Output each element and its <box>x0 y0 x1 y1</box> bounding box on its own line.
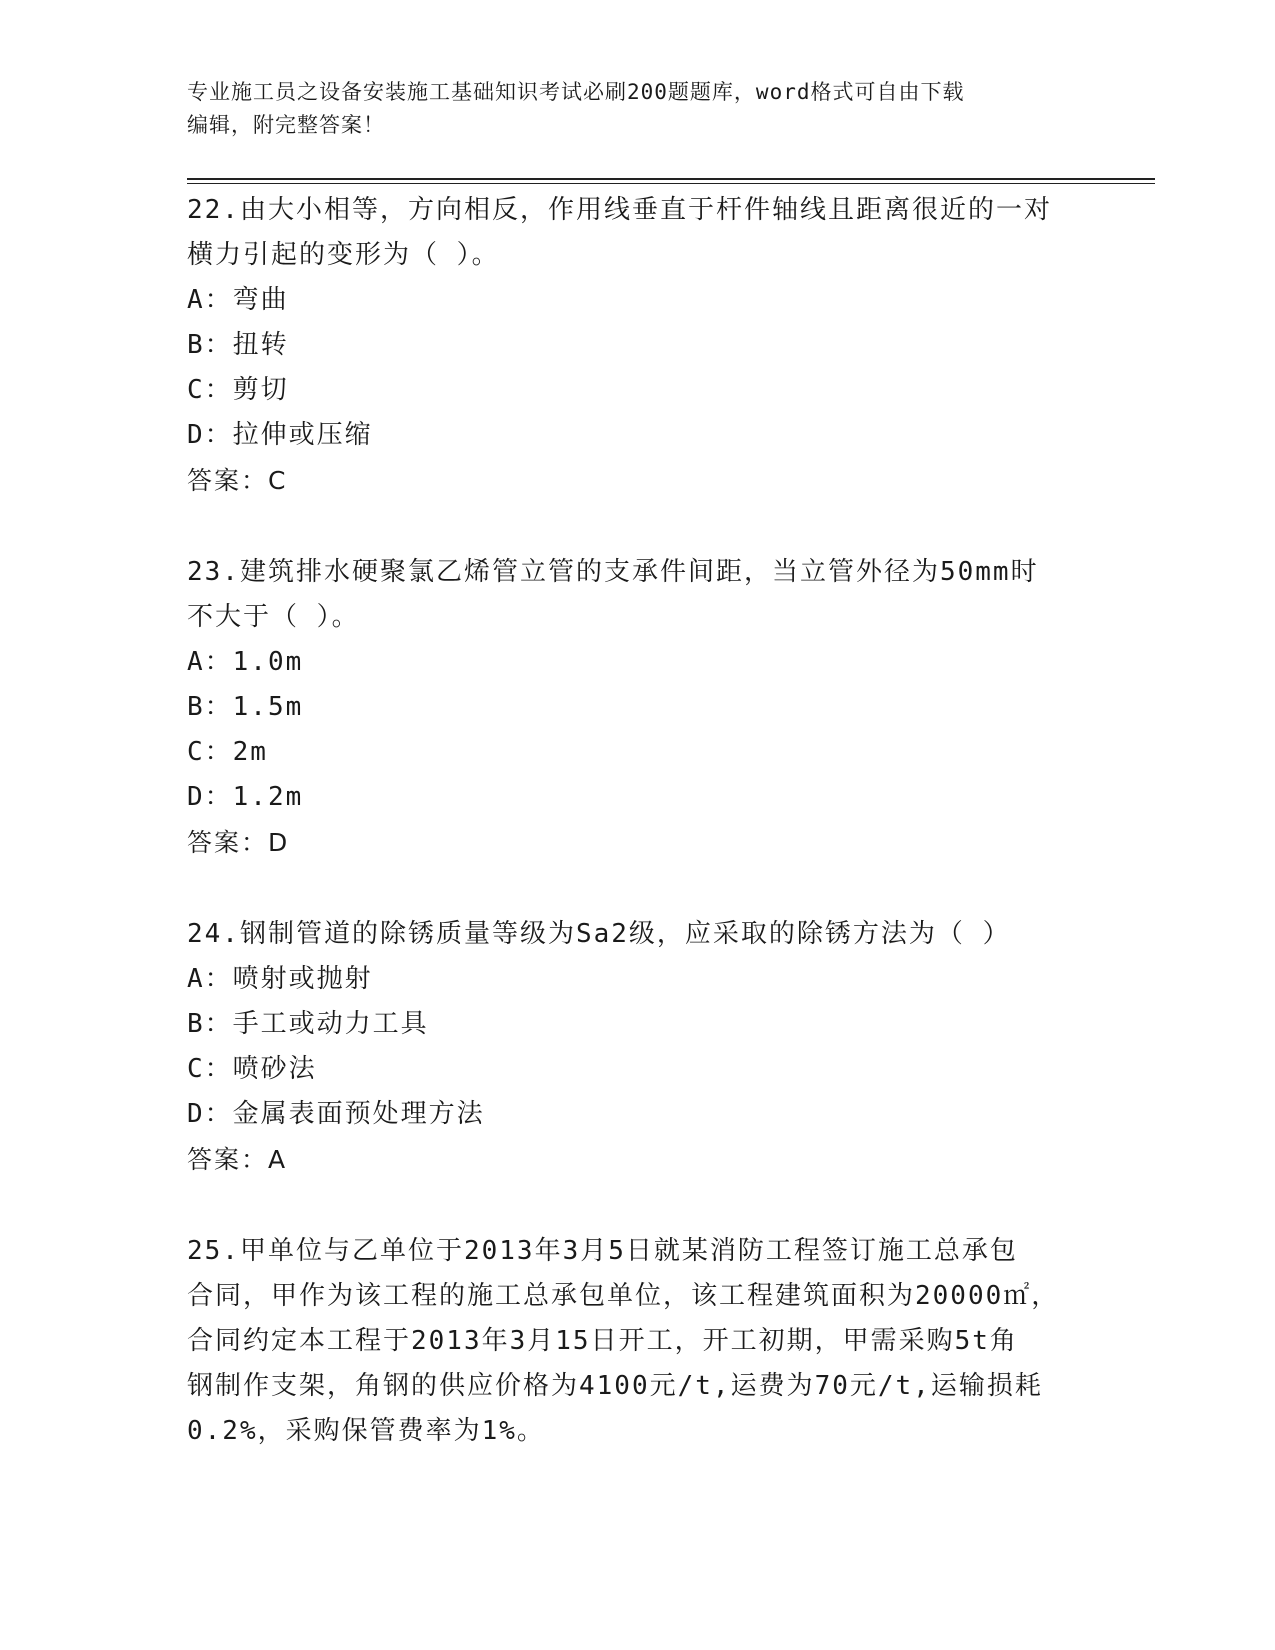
option-a: A：弯曲 <box>187 285 289 315</box>
question-text: 25.甲单位与乙单位于2013年3月5日就某消防工程签订施工总承包 <box>187 1236 1018 1266</box>
header-line: 编辑，附完整答案！ <box>187 113 385 137</box>
header-divider-thin <box>187 183 1155 184</box>
option-c: C：喷砂法 <box>187 1054 317 1084</box>
question-text: 合同约定本工程于2013年3月15日开工，开工初期，甲需采购5t角 <box>187 1326 1018 1356</box>
option-b: B：手工或动力工具 <box>187 1009 429 1039</box>
question-spacer <box>187 503 1137 550</box>
header-divider <box>187 178 1155 180</box>
question-list <box>187 188 1137 1454</box>
option-c: C：2m <box>187 737 268 767</box>
option-d: D：1.2m <box>187 782 304 812</box>
question-text: 22.由大小相等，方向相反，作用线垂直于杆件轴线且距离很近的一对 <box>187 195 1052 225</box>
question-text: 24.钢制管道的除锈质量等级为Sa2级，应采取的除锈方法为（ ） <box>187 919 1011 949</box>
answer-line: 答案：A <box>187 1145 288 1174</box>
question-text: 0.2%，采购保管费率为1%。 <box>187 1416 545 1446</box>
question-22 <box>187 188 1137 503</box>
answer-line: 答案：D <box>187 828 290 857</box>
option-b: B：扭转 <box>187 330 289 360</box>
question-text: 合同，甲作为该工程的施工总承包单位，该工程建筑面积为20000㎡， <box>187 1281 1060 1311</box>
answer-line: 答案：C <box>187 466 288 495</box>
header-line: 专业施工员之设备安装施工基础知识考试必刷200题题库，word格式可自由下载 <box>187 80 965 104</box>
question-spacer <box>187 865 1137 912</box>
option-a: A：喷射或抛射 <box>187 964 373 994</box>
question-text: 23.建筑排水硬聚氯乙烯管立管的支承件间距，当立管外径为50mm时 <box>187 557 1039 587</box>
option-a: A：1.0m <box>187 647 304 677</box>
option-c: C：剪切 <box>187 375 289 405</box>
question-text: 横力引起的变形为（ ）。 <box>187 240 500 270</box>
question-23 <box>187 550 1137 865</box>
option-b: B：1.5m <box>187 692 304 722</box>
question-spacer <box>187 1182 1137 1229</box>
document-header <box>187 76 1087 142</box>
option-d: D：拉伸或压缩 <box>187 420 373 450</box>
question-text: 钢制作支架，角钢的供应价格为4100元/t,运费为70元/t,运输损耗 <box>187 1371 1043 1401</box>
question-text: 不大于（ ）。 <box>187 602 360 632</box>
option-d: D：金属表面预处理方法 <box>187 1099 485 1129</box>
question-25 <box>187 1229 1137 1454</box>
question-24 <box>187 912 1137 1182</box>
